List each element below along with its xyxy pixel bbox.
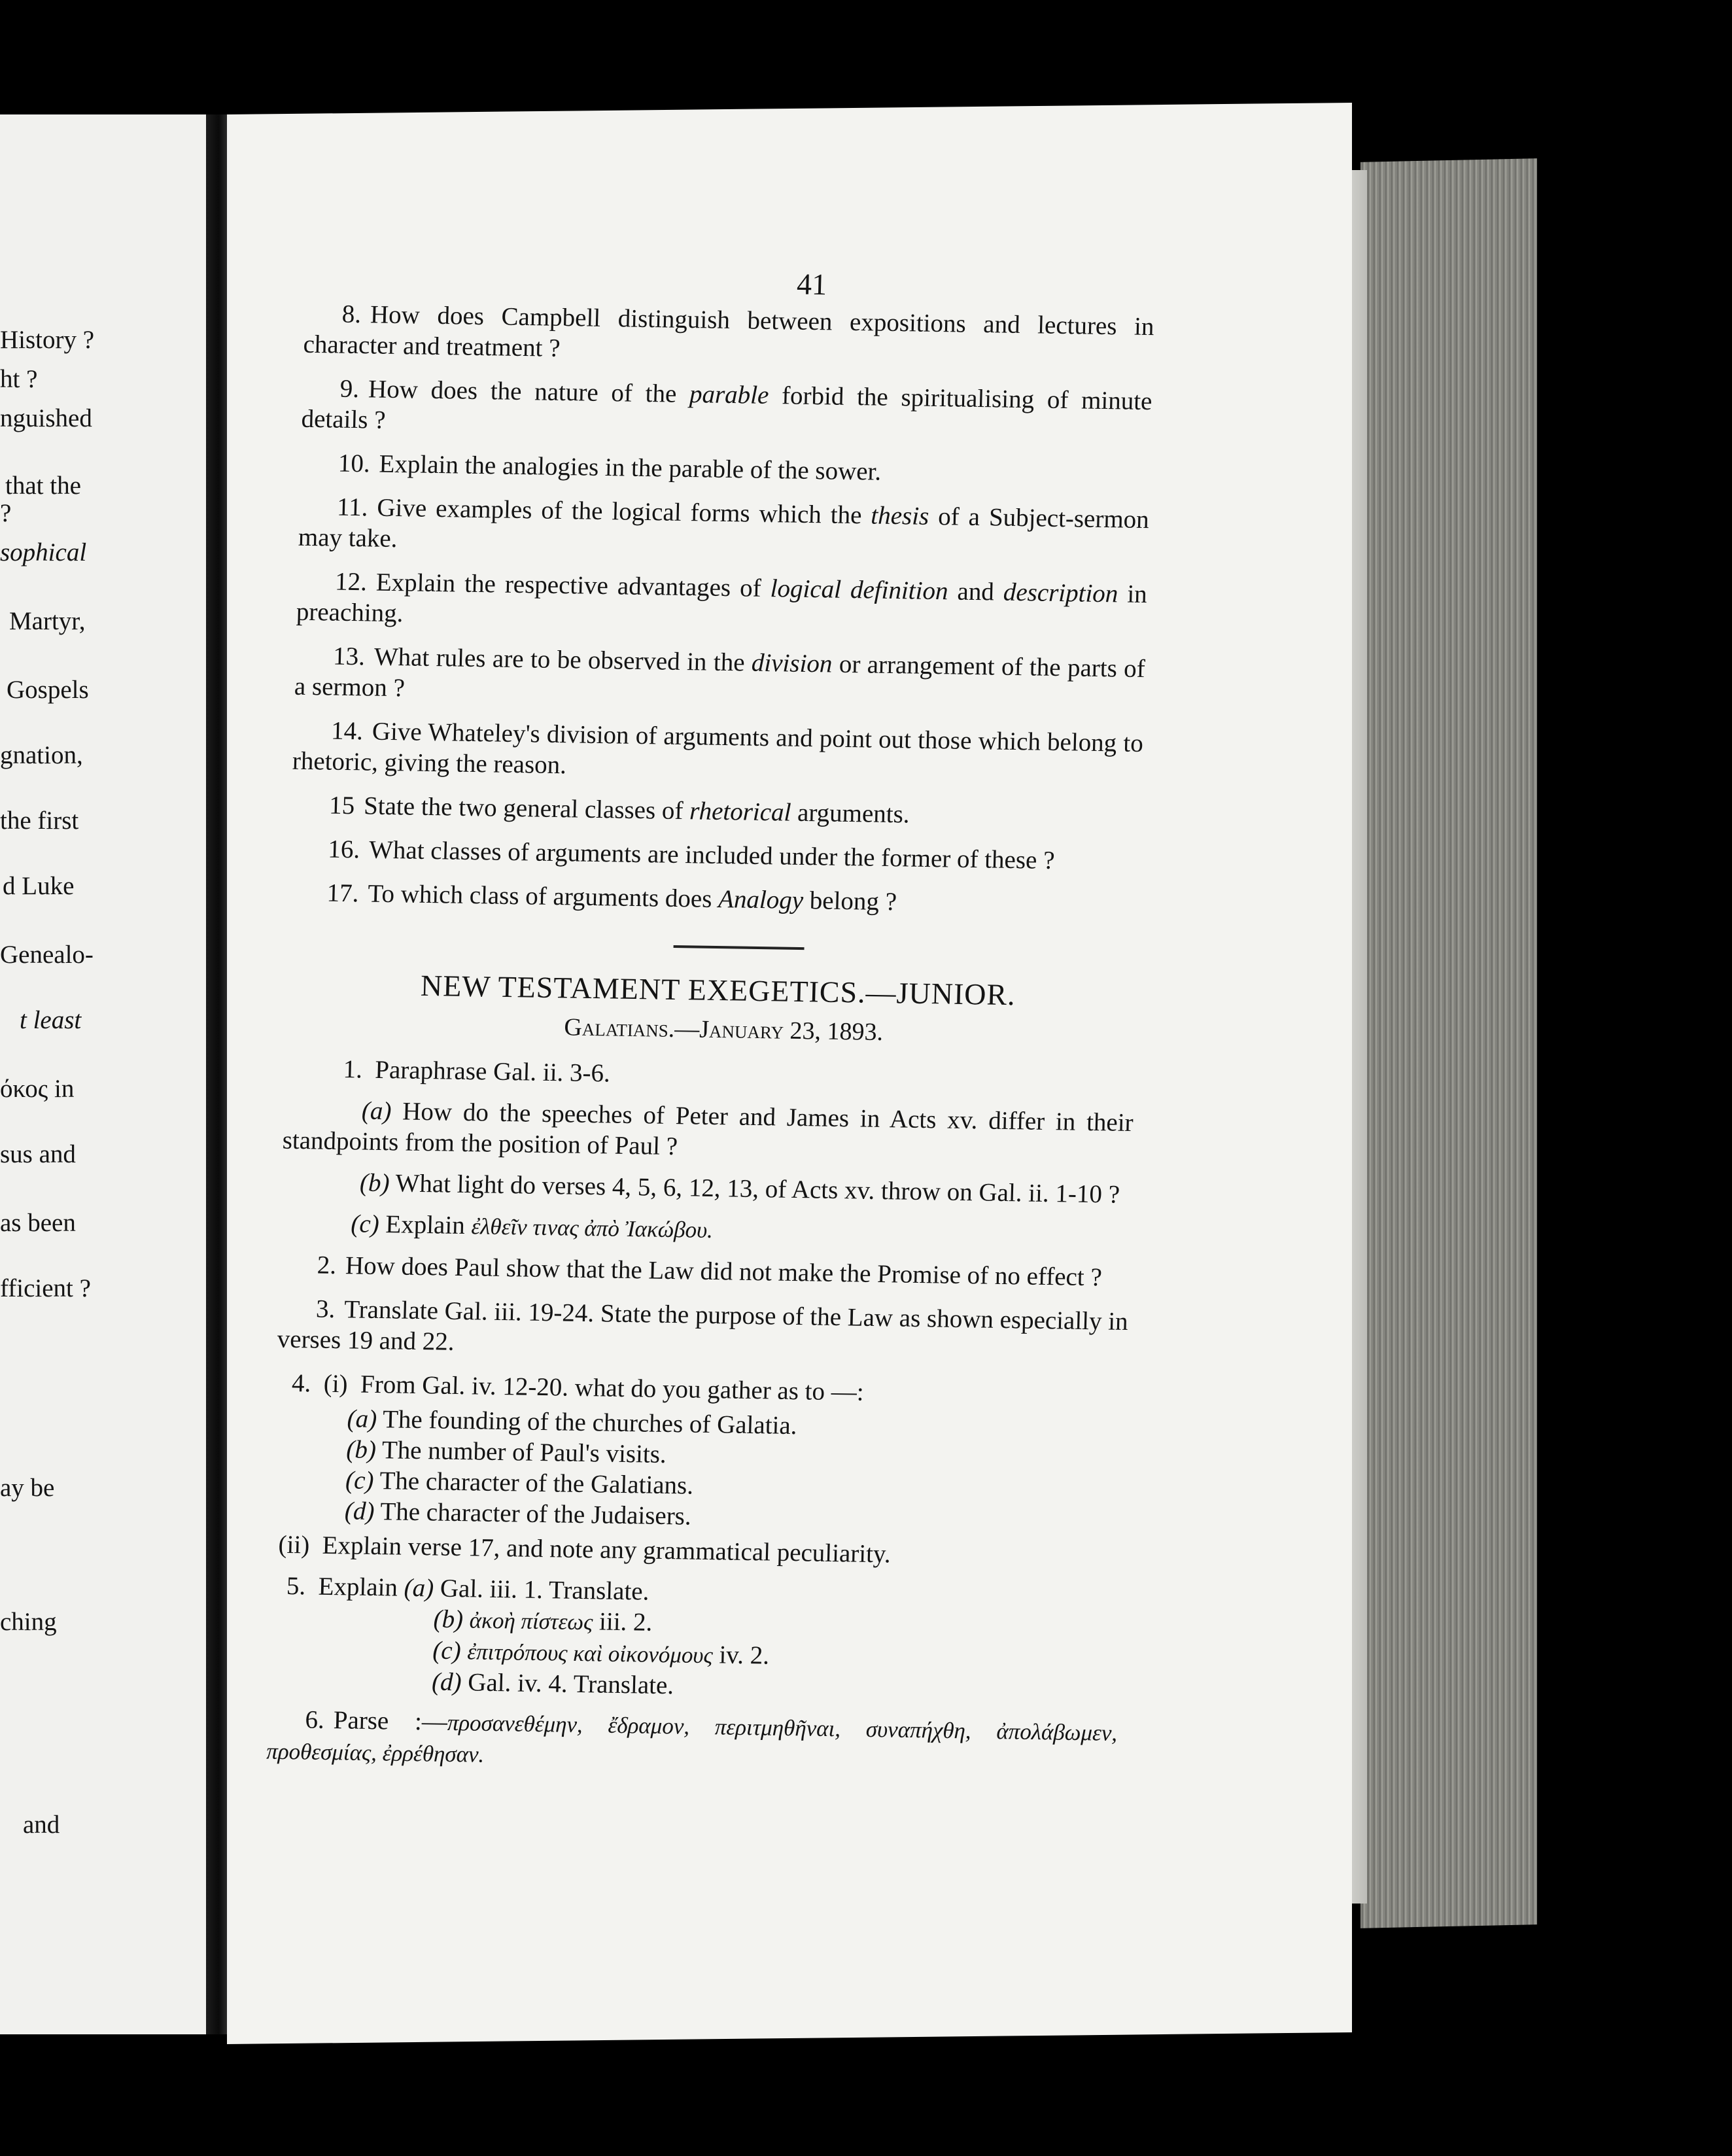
left-fragment: History ? [0,326,95,354]
greek-text: ἐλθεῖν τινας ἀπὸ Ἰακώβου. [470,1213,714,1243]
list-item: (b) ἀκοὴ πίστεως iii. 2. [433,1605,653,1637]
exegetics-question-5 [268,1571,1122,1708]
left-fragment: nguished [0,404,92,432]
exegetics-question-4ii: (ii) Explain verse 17, and note any grammatical peculiarity. [278,1530,892,1569]
list-item: (a) The founding of the churches of Galatia. [347,1404,798,1440]
section-subtitle: Galatians.—January 23, 1893. [563,1013,884,1047]
left-fragment: ching [0,1608,57,1636]
exegetics-question-1b: (b) What light do verses 4, 5, 6, 12, 13, of Acts xv. throw on Gal. ii. 1-10 ? [359,1168,1120,1209]
exegetics-question-6: 6. Parse :—προσανεθέμην, ἔδραμον, περιτμηθῆναι, συναπήχθη, ἀπολάβωμεν, προθεσμίας, ἐρρέθησαν. [266,1705,1118,1767]
left-facing-page [0,114,206,2034]
page-content [266,261,1155,1793]
exegetics-question-3: 3. Translate Gal. iii. 19-24. State the purpose of the Law as shown especially in verses 19 and 22. [277,1295,1129,1356]
left-fragment: Genealo- [0,941,94,969]
left-fragment: d Luke [3,872,75,900]
exegetics-question-4i: 4. (i) From Gal. iv. 12-20. what do you gather as to —: [291,1369,865,1406]
right-page [227,103,1352,2044]
left-fragment: t least [20,1006,82,1034]
question-11: 11. Give examples of the logical forms which the thesis of a Subject-sermon may take. [298,493,1150,553]
left-fragment: ht ? [0,365,38,393]
question-13: 13. What rules are to be observed in the division or arrangement of the parts of a sermon ? [294,642,1146,703]
question-9: 9. How does the nature of the parable forbid the spiritualising of minute details ? [301,374,1153,434]
question-8: 8. How does Campbell distinguish between expositions and lectures in character and treatment ? [303,300,1155,362]
left-fragment: as been [0,1209,76,1237]
list-item: (d) Gal. iv. 4. Translate. [431,1667,674,1700]
left-fragment: Gospels [7,676,89,704]
section-divider [674,945,805,950]
list-item: (d) The character of the Judaisers. [344,1497,692,1531]
question-10: 10. Explain the analogies in the parable of the sower. [338,449,882,486]
list-item: (c) ἐπιτρόπους καὶ οἰκονόμους iv. 2. [432,1636,770,1670]
exegetics-question-2: 2. How does Paul show that the Law did not make the Promise of no effect ? [317,1251,1103,1292]
book-gutter [206,114,227,2034]
left-fragment: fficient ? [0,1274,91,1302]
left-fragment: sophical [0,538,87,566]
question-15: 15 State the two general classes of rhetorical arguments. [328,791,910,829]
left-fragment: ? [0,499,12,527]
left-fragment: gnation, [0,741,83,769]
question-17: 17. To which class of arguments does Analogy belong ? [326,878,897,916]
exegetics-question-4-items [272,1402,1125,1539]
greek-text: προσανεθέμην, ἔδραμον, περιτμηθῆναι, συναπήχθη, ἀπολάβωμεν, προθεσμίας, ἐρρέθησαν. [266,1709,1118,1767]
page-number: 41 [796,267,827,302]
question-14: 14. Give Whateley's division of arguments and point out those which belong to rhetoric, giving the reason. [292,716,1144,780]
exegetics-question-1: 1. Paraphrase Gal. ii. 3-6. [343,1055,611,1088]
question-12: 12. Explain the respective advantages of logical definition and description in preaching. [296,567,1148,628]
left-fragment: the first [0,807,79,835]
left-fragment: Martyr, [9,607,86,635]
list-item: (b) The number of Paul's visits. [345,1435,667,1469]
question-16: 16. What classes of arguments are included under the former of these ? [327,835,1056,875]
exegetics-question-1c: (c) Explain ἐλθεῖν τινας ἀπὸ Ἰακώβου. [350,1209,714,1243]
left-fragment: and [23,1811,60,1839]
exegetics-question-1a: (a) How do the speeches of Peter and James in Acts xv. differ in their standpoints from the position of Paul ? [282,1096,1134,1161]
list-item: (c) The character of the Galatians. [345,1466,694,1500]
list-item: 5. Explain (a) Gal. iii. 1. Translate. [286,1571,650,1606]
left-fragment: that the [5,472,81,500]
left-fragment: όκος in [0,1075,75,1103]
left-fragment: ay be [0,1474,55,1502]
left-fragment: sus and [0,1140,76,1168]
page-edges [1360,158,1537,1928]
section-title: NEW TESTAMENT EXEGETICS.—JUNIOR. [420,968,1016,1012]
